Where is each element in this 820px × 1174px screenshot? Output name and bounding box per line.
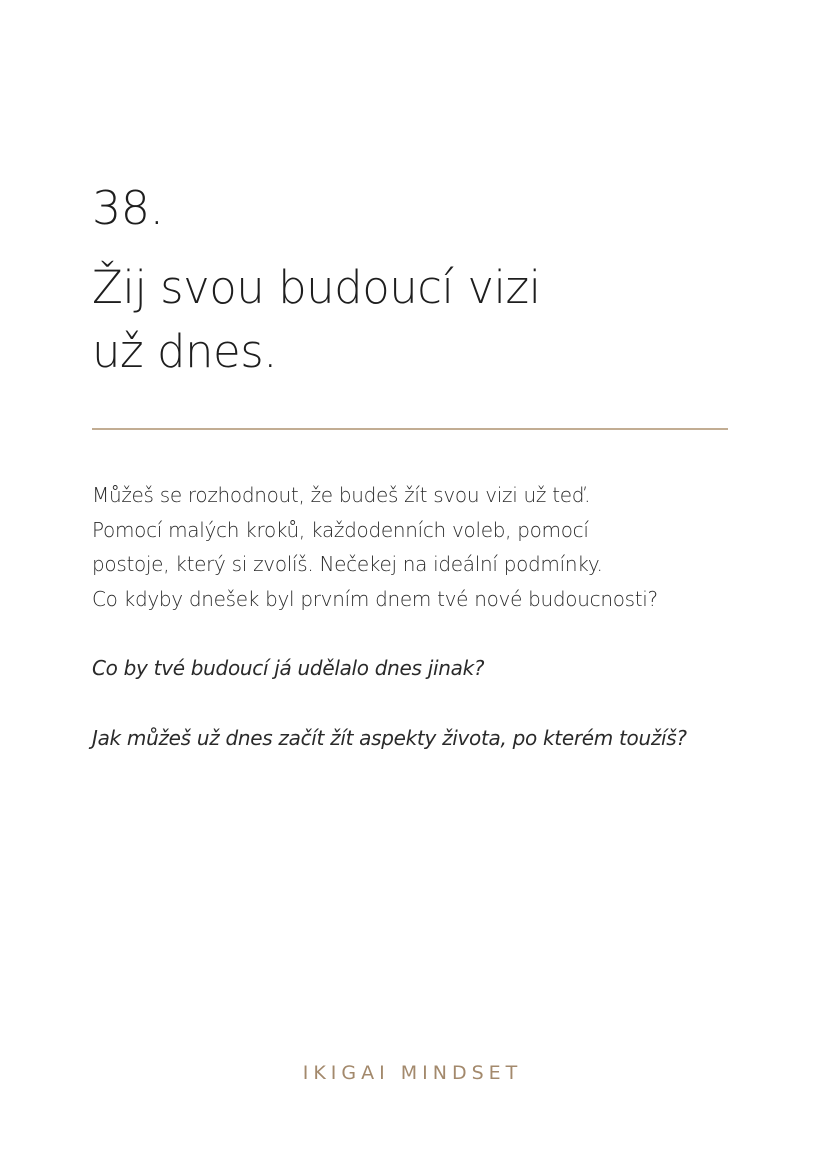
body-line: Pomocí malých kroků, každodenních voleb, pomocí: [92, 517, 589, 542]
body-paragraph: [92, 478, 752, 616]
card-title: [92, 256, 752, 384]
card-number: 38.: [92, 181, 164, 235]
body-line: Co kdyby dnešek byl prvním dnem tvé nové budoucnosti?: [92, 586, 658, 611]
body-line: Můžeš se rozhodnout, že budeš žít svou vizi už teď.: [92, 483, 591, 507]
reflection-question: Jak můžeš už dnes začít žít aspekty života, po kterém toužíš?: [92, 726, 687, 750]
brand-footer: IKIGAI MINDSET: [302, 1062, 523, 1084]
reflection-question: Co by tvé budoucí já udělalo dnes jinak?: [92, 656, 485, 680]
title-divider: [92, 428, 728, 430]
body-line: postoje, který si zvolíš. Nečekej na ideální podmínky.: [92, 552, 603, 576]
card-title-line: už dnes.: [92, 325, 277, 378]
card-title-line: Žij svou budoucí vizi: [92, 261, 541, 314]
